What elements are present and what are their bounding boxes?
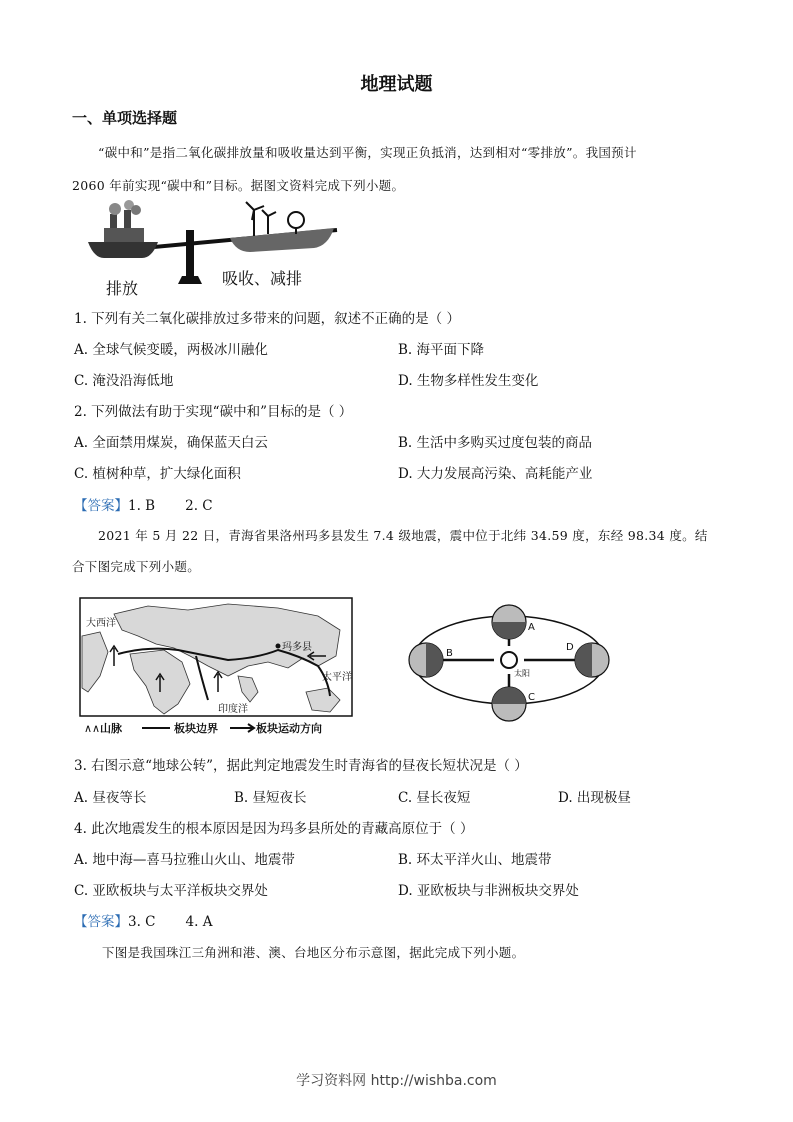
legend-boundary: 板块边界 — [174, 722, 218, 735]
indian-ocean-label: 印度洋 — [218, 704, 248, 715]
q4-option-c: C. 亚欧板块与太平洋板块交界处 — [74, 883, 268, 899]
q3-option-d: D. 出现极昼 — [558, 790, 631, 806]
q2-option-d: D. 大力发展高污染、高耗能产业 — [398, 466, 593, 482]
answer-text: 1. B 2. C — [128, 498, 213, 514]
emission-label: 排放 — [106, 279, 139, 298]
passage-2-line-1: 2021 年 5 月 22 日，青海省果洛州玛多县发生 7.4 级地震，震中位于北纬 34.59 度，东经 98.34 度。结 — [98, 528, 708, 543]
passage-1-line-2: 2060 年前实现“碳中和”目标。据图文资料完成下列小题。 — [72, 178, 405, 193]
question-3-stem: 3. 右图示意“地球公转”，据此判定地震发生时青海省的昼夜长短状况是（ ） — [74, 758, 528, 774]
answer-tag: 【答案】 — [74, 498, 128, 514]
legend-mountain: 山脉 — [100, 722, 122, 735]
q1-option-d: D. 生物多样性发生变化 — [398, 373, 539, 389]
absorption-label: 吸收、减排 — [222, 269, 303, 288]
section-heading: 一、单项选择题 — [72, 109, 178, 127]
smoke-icon — [109, 203, 121, 215]
atlantic-label: 大西洋 — [86, 618, 116, 629]
q1-option-b: B. 海平面下降 — [398, 342, 485, 358]
answer-2 — [74, 910, 212, 930]
q1-option-c: C. 淹没沿海低地 — [74, 373, 174, 389]
q2-option-c: C. 植树种草，扩大绿化面积 — [74, 466, 241, 482]
plate-map-figure — [78, 596, 356, 736]
q2-option-a: A. 全面禁用煤炭，确保蓝天白云 — [74, 435, 268, 451]
tree-icon — [288, 212, 304, 228]
answer-text: 3. C 4. A — [128, 914, 213, 930]
q3-option-c: C. 昼长夜短 — [398, 790, 471, 806]
question-1-stem: 1. 下列有关二氧化碳排放过多带来的问题，叙述不正确的是（ ） — [74, 311, 460, 327]
orbit-label-d: D — [566, 642, 574, 653]
question-2-stem: 2. 下列做法有助于实现“碳中和”目标的是（ ） — [74, 404, 353, 420]
passage-1-line-1: “碳中和”是指二氧化碳排放量和吸收量达到平衡，实现正负抵消，达到相对“零排放”。我国预计 — [98, 145, 637, 160]
q4-option-b: B. 环太平洋火山、地震带 — [398, 852, 552, 868]
left-pan — [88, 242, 158, 258]
passage-2-line-2: 合下图完成下列小题。 — [72, 559, 201, 574]
q4-option-d: D. 亚欧板块与非洲板块交界处 — [398, 883, 579, 899]
orbit-label-b: B — [446, 648, 453, 659]
pacific-label: 太平洋 — [322, 672, 352, 683]
question-4-stem: 4. 此次地震发生的根本原因是因为玛多县所处的青藏高原位于（ ） — [74, 821, 474, 837]
q2-option-b: B. 生活中多购买过度包装的商品 — [398, 435, 593, 451]
epicenter-dot — [276, 644, 281, 649]
passage-3: 下图是我国珠江三角洲和港、澳、台地区分布示意图，据此完成下列小题。 — [102, 945, 525, 960]
answer-tag: 【答案】 — [74, 914, 128, 930]
page-title: 地理试题 — [360, 74, 433, 95]
factory-icon — [104, 228, 144, 242]
q1-option-a: A. 全球气候变暖，两极冰川融化 — [74, 342, 268, 358]
answer-1 — [74, 494, 213, 514]
legend-mountain-symbol: ∧∧ — [84, 722, 101, 735]
sun-label: 太阳 — [514, 669, 530, 678]
legend-direction-symbol — [230, 724, 254, 732]
madoi-label: 玛多县 — [282, 642, 312, 653]
q4-option-a: A. 地中海—喜马拉雅山火山、地震带 — [74, 852, 295, 868]
orbit-label-a: A — [528, 622, 535, 633]
legend-direction: 板块运动方向 — [256, 722, 322, 735]
footer-watermark: 学习资料网 http://wishba.com — [296, 1073, 497, 1089]
carbon-balance-figure — [82, 200, 352, 300]
earth-orbit-figure — [406, 600, 612, 726]
q3-option-b: B. 昼短夜长 — [234, 790, 307, 806]
balance-post — [186, 230, 194, 282]
sun-icon — [501, 652, 517, 668]
balance-base — [178, 276, 202, 284]
right-pan — [230, 228, 334, 252]
orbit-label-c: C — [528, 692, 535, 703]
q3-option-a: A. 昼夜等长 — [74, 790, 147, 806]
